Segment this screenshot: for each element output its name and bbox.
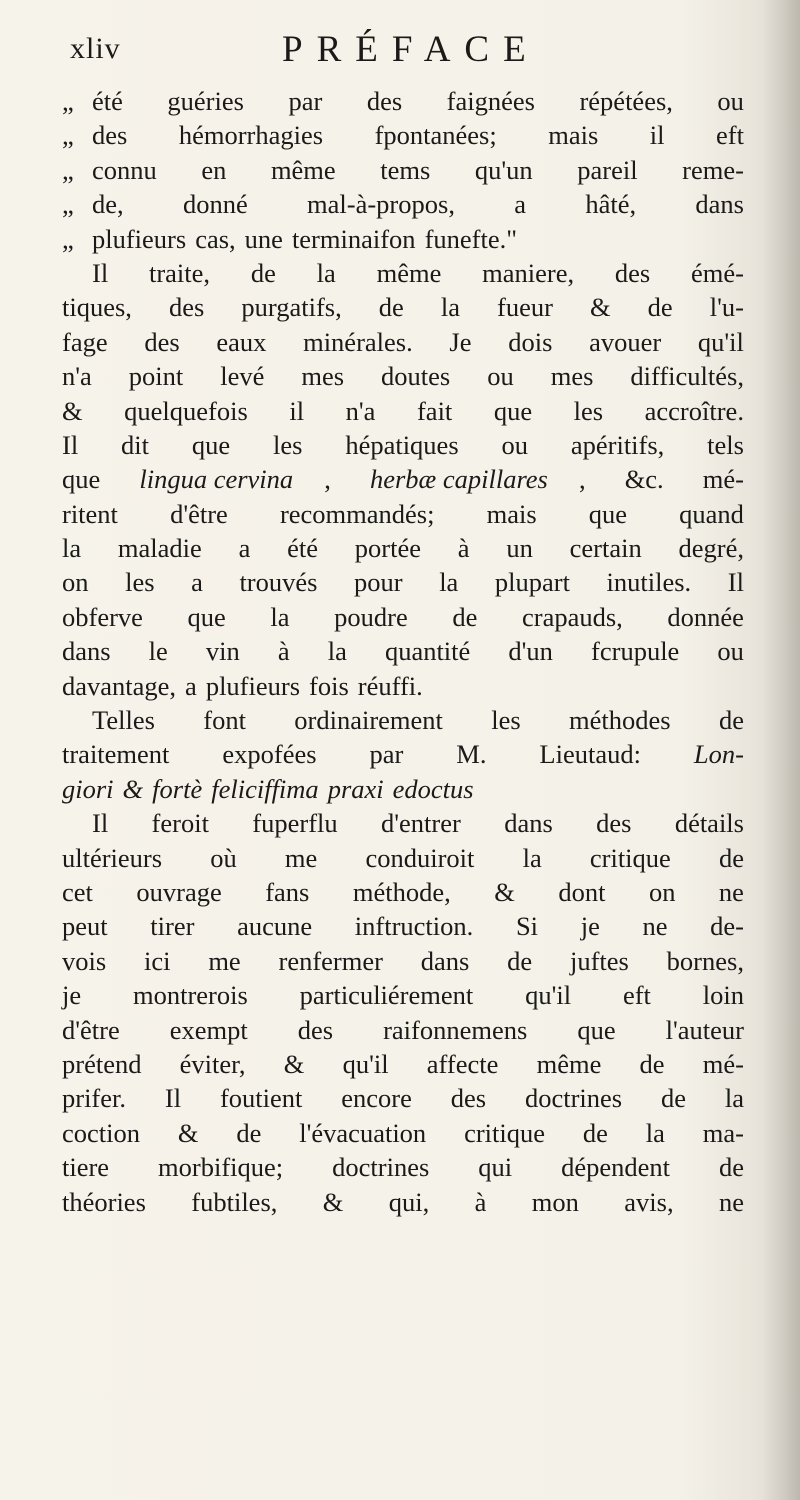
text-word: particuliérement: [299, 980, 474, 1011]
text-word: levé: [220, 361, 265, 392]
text-word: apéritifs,: [570, 429, 665, 460]
text-line: [62, 1013, 744, 1047]
text-word: praxi: [327, 773, 384, 804]
text-word: Telles: [92, 705, 155, 736]
text-word: mais: [486, 498, 537, 529]
quote-mark: „: [62, 86, 74, 116]
text-word: d'un: [508, 636, 553, 667]
text-word: les: [125, 567, 155, 598]
text-word: de: [452, 601, 478, 632]
text-word: quantité: [384, 636, 471, 667]
text-word: des: [297, 1014, 334, 1045]
text-word: de: [718, 1152, 744, 1183]
text-word: expofées: [222, 739, 317, 770]
text-word: je: [580, 911, 600, 942]
text-word: l'évacuation: [299, 1117, 427, 1148]
text-word: la: [439, 567, 459, 598]
text-word: renfermer: [278, 945, 383, 976]
text-word: &: [589, 292, 611, 323]
text-line: [62, 497, 744, 531]
text-word: des: [168, 292, 205, 323]
text-word: Si: [515, 911, 539, 942]
text-word: de: [582, 1117, 608, 1148]
text-word: faignées: [446, 86, 535, 116]
text-line: [62, 841, 744, 875]
text-word: détails: [674, 808, 744, 839]
text-word: Il: [92, 257, 109, 288]
text-word: par: [369, 739, 404, 770]
text-word: dont: [558, 876, 606, 907]
text-line: [62, 1185, 744, 1219]
text-word: doctrines: [332, 1152, 430, 1183]
quote-mark: „: [62, 223, 74, 254]
text-word: les: [273, 429, 303, 460]
text-word: les: [491, 705, 521, 736]
text-word: méthode,: [352, 876, 451, 907]
text-word: difficultés,: [630, 361, 744, 392]
text-line: [62, 325, 744, 359]
text-word: herbæ capillares: [369, 464, 548, 495]
text-word: aucune: [237, 911, 313, 942]
text-word: méthodes: [569, 705, 671, 736]
text-line: [62, 359, 744, 393]
text-word: a: [191, 567, 203, 598]
text-word: fortè: [152, 773, 203, 804]
text-word: donnée: [667, 601, 744, 632]
text-word: traite,: [148, 257, 211, 288]
text-word: mé-: [702, 1048, 744, 1079]
text-word: edoctus: [392, 773, 474, 804]
text-word: la: [316, 257, 336, 288]
body-text: [62, 84, 744, 1219]
text-word: dans: [420, 945, 470, 976]
text-line: [62, 84, 744, 118]
text-word: quand: [679, 498, 744, 529]
quote-block: [62, 84, 744, 256]
text-word: juftes: [569, 945, 629, 976]
text-line: [62, 222, 744, 256]
text-word: qu'un: [474, 154, 533, 185]
text-word: une: [244, 223, 283, 254]
text-word: tems: [380, 154, 431, 185]
text-word: feroit: [151, 808, 209, 839]
text-word: guéries: [167, 86, 244, 116]
text-word: ou: [717, 636, 744, 667]
text-word: l'auteur: [665, 1014, 744, 1045]
running-title: PRÉFACE: [282, 29, 540, 70]
text-word: vin: [205, 636, 240, 667]
text-word: cet: [62, 876, 93, 907]
text-word: je: [62, 980, 82, 1011]
text-word: la: [645, 1117, 665, 1148]
text-word: des: [450, 1083, 487, 1114]
text-word: par: [288, 86, 323, 116]
text-word: raifonnemens: [383, 1014, 528, 1045]
text-word: émé-: [691, 257, 744, 288]
text-word: foutient: [219, 1083, 303, 1114]
text-word: me: [284, 842, 318, 873]
text-line: [62, 187, 744, 221]
text-word: il: [649, 120, 665, 151]
text-word: ouvrage: [136, 876, 222, 907]
text-line: [62, 256, 744, 290]
text-word: crapauds,: [521, 601, 623, 632]
text-word: d'être: [170, 498, 228, 529]
quote-mark: „: [62, 120, 74, 151]
text-line: [62, 1081, 744, 1115]
text-word: Lon-: [693, 739, 744, 770]
text-word: doctrines: [524, 1083, 623, 1114]
text-word: degré,: [678, 533, 744, 564]
quote-mark: „: [62, 189, 74, 220]
text-word: été: [287, 533, 318, 564]
text-word: que: [187, 601, 226, 632]
text-word: Il: [727, 567, 744, 598]
text-word: critique: [464, 1117, 545, 1148]
text-word: lingua cervina: [139, 464, 294, 495]
text-word: que: [588, 498, 628, 529]
text-line: [62, 1047, 744, 1081]
text-word: fage: [62, 326, 108, 357]
text-word: dans: [62, 636, 111, 667]
text-word: la: [270, 601, 290, 632]
text-word: à: [457, 533, 470, 564]
text-word: reme-: [682, 154, 744, 185]
text-word: davantage,: [62, 670, 177, 701]
text-word: on: [62, 567, 89, 598]
text-word: été: [92, 86, 123, 116]
text-word: de: [639, 1048, 665, 1079]
text-word: M.: [456, 739, 487, 770]
text-line: [62, 944, 744, 978]
text-word: recommandés;: [279, 498, 435, 529]
text-word: de: [378, 292, 404, 323]
text-line: [62, 875, 744, 909]
text-word: ne: [718, 1186, 744, 1217]
paragraph: [62, 256, 744, 703]
text-word: bornes,: [666, 945, 744, 976]
text-word: à: [474, 1186, 487, 1217]
text-word: de: [718, 705, 744, 736]
text-word: de: [660, 1083, 686, 1114]
text-word: ordinairement: [294, 705, 443, 736]
text-word: des: [144, 326, 180, 357]
text-word: fans: [265, 876, 310, 907]
text-word: &: [283, 1048, 305, 1079]
text-word: de: [718, 842, 744, 873]
text-line: [62, 153, 744, 187]
text-word: eft: [622, 980, 651, 1011]
text-word: la: [327, 636, 347, 667]
text-word: traitement: [62, 739, 170, 770]
text-word: prétend: [62, 1048, 142, 1079]
paragraph: [62, 806, 744, 1219]
text-word: mé-: [702, 464, 744, 495]
text-word: montrerois: [132, 980, 248, 1011]
text-line: [62, 394, 744, 428]
text-word: encore: [341, 1083, 412, 1114]
text-word: feliciffima: [211, 773, 319, 804]
text-word: mes: [550, 361, 594, 392]
text-word: fubtiles,: [191, 1186, 278, 1217]
text-line: [62, 634, 744, 668]
text-line: [62, 290, 744, 324]
text-word: on: [648, 876, 676, 907]
text-word: Je: [449, 326, 472, 357]
text-word: giori: [62, 773, 114, 804]
text-word: en: [201, 154, 227, 185]
text-word: ne: [642, 911, 668, 942]
text-line: [62, 1150, 744, 1184]
text-word: pareil: [577, 154, 638, 185]
text-word: l'u-: [709, 292, 744, 323]
text-word: n'a: [62, 361, 92, 392]
text-word: le: [148, 636, 168, 667]
text-word: prifer.: [62, 1083, 127, 1114]
page-header: [70, 28, 730, 76]
text-word: obferve: [62, 601, 143, 632]
text-word: qui,: [388, 1186, 430, 1217]
quote-mark: „: [62, 154, 74, 185]
text-word: hépatiques: [345, 429, 459, 460]
text-word: &: [177, 1117, 199, 1148]
text-word: maniere,: [482, 257, 575, 288]
text-word: de: [236, 1117, 262, 1148]
text-line: [62, 772, 744, 806]
text-line: [62, 909, 744, 943]
text-line: [62, 669, 744, 703]
text-word: fpontanées;: [374, 120, 497, 151]
text-word: ultérieurs: [62, 842, 163, 873]
text-word: fait: [416, 395, 453, 426]
text-word: que: [493, 395, 533, 426]
text-word: critique: [589, 842, 671, 873]
text-line: [62, 118, 744, 152]
text-word: portée: [354, 533, 421, 564]
text-word: de: [507, 945, 533, 976]
text-word: donné: [182, 189, 248, 220]
text-word: que: [577, 1014, 616, 1045]
text-word: peut: [62, 911, 108, 942]
text-line: [62, 806, 744, 840]
text-line: [62, 737, 744, 771]
text-word: conduiroit: [365, 842, 475, 873]
text-word: plufieurs: [92, 223, 187, 254]
text-word: la: [62, 533, 82, 564]
text-word: a: [514, 189, 527, 220]
text-word: minérales.: [303, 326, 413, 357]
text-word: affecte: [426, 1048, 499, 1079]
text-word: même: [270, 154, 336, 185]
text-word: où: [210, 842, 237, 873]
text-word: théories: [62, 1186, 146, 1217]
text-word: ou: [501, 429, 528, 460]
text-word: la: [440, 292, 460, 323]
text-word: ritent: [62, 498, 118, 529]
text-word: Il: [62, 429, 79, 460]
text-word: qu'il: [525, 980, 572, 1011]
text-line: [62, 428, 744, 462]
text-word: inftruction.: [354, 911, 474, 942]
text-word: ,: [324, 464, 331, 495]
text-word: des: [614, 257, 651, 288]
text-word: ne: [718, 876, 744, 907]
text-word: que: [191, 429, 231, 460]
text-word: Il: [164, 1083, 182, 1114]
text-word: mais: [548, 120, 599, 151]
text-word: accroître.: [644, 395, 744, 426]
text-word: dans: [695, 189, 744, 220]
text-word: vois: [62, 945, 107, 976]
text-word: à: [277, 636, 290, 667]
text-word: coction: [62, 1117, 140, 1148]
text-word: eft: [716, 120, 744, 151]
text-word: terminaifon: [291, 223, 416, 254]
text-word: les: [573, 395, 604, 426]
text-word: fueur: [497, 292, 553, 323]
text-word: maladie: [117, 533, 202, 564]
text-word: plupart: [494, 567, 570, 598]
text-word: qu'il: [697, 326, 744, 357]
text-word: la: [522, 842, 542, 873]
text-line: [62, 462, 744, 496]
text-line: [62, 1116, 744, 1150]
text-word: tiques,: [62, 292, 132, 323]
text-word: la: [724, 1083, 744, 1114]
text-word: inutiles.: [606, 567, 692, 598]
text-word: tirer: [150, 911, 195, 942]
text-word: me: [208, 945, 241, 976]
text-word: hâté,: [585, 189, 637, 220]
text-word: a: [238, 533, 251, 564]
text-word: a: [185, 670, 197, 701]
text-word: doutes: [381, 361, 451, 392]
text-word: ou: [487, 361, 514, 392]
text-word: cas,: [195, 223, 236, 254]
text-word: il: [289, 395, 305, 426]
text-word: un: [506, 533, 533, 564]
text-line: [62, 565, 744, 599]
text-word: &: [494, 876, 515, 907]
text-word: avis,: [624, 1186, 674, 1217]
text-word: dois: [508, 326, 553, 357]
text-word: poudre: [334, 601, 408, 632]
text-word: certain: [569, 533, 642, 564]
text-word: exempt: [169, 1014, 248, 1045]
text-word: éviter,: [179, 1048, 246, 1079]
text-word: ma-: [702, 1117, 744, 1148]
text-word: fuperflu: [252, 808, 338, 839]
text-word: font: [203, 705, 246, 736]
text-word: qui: [478, 1152, 513, 1183]
text-line: [62, 978, 744, 1012]
text-word: fcrupule: [591, 636, 680, 667]
text-word: n'a: [345, 395, 376, 426]
text-word: purgatifs,: [241, 292, 342, 323]
text-word: Lieutaud:: [539, 739, 641, 770]
text-word: de: [250, 257, 276, 288]
text-word: point: [128, 361, 184, 392]
text-word: &: [62, 395, 83, 426]
text-word: de-: [710, 911, 744, 942]
text-word: trouvés: [239, 567, 318, 598]
text-word: de: [647, 292, 673, 323]
text-word: morbifique;: [158, 1152, 284, 1183]
text-word: ou: [717, 86, 744, 116]
text-word: qu'il: [342, 1048, 389, 1079]
text-word: mal-à-propos,: [307, 189, 455, 220]
text-word: ,: [578, 464, 586, 495]
text-word: Il: [92, 808, 109, 839]
text-word: eaux: [216, 326, 267, 357]
text-word: &: [322, 1186, 344, 1217]
text-word: des: [596, 808, 632, 839]
text-word: tels: [707, 429, 744, 460]
text-word: mon: [531, 1186, 579, 1217]
text-word: que: [62, 464, 101, 495]
text-word: &c.: [624, 464, 664, 495]
text-word: pour: [354, 567, 403, 598]
text-word: ici: [144, 945, 171, 976]
text-word: quelquefois: [124, 395, 248, 426]
text-line: [62, 531, 744, 565]
text-word: fois: [309, 670, 349, 701]
text-word: dépendent: [561, 1152, 670, 1183]
text-word: &: [122, 773, 144, 804]
paragraph: [62, 703, 744, 806]
text-word: dit: [121, 429, 150, 460]
text-word: connu: [92, 154, 157, 185]
page-number: xliv: [70, 32, 121, 65]
text-word: réuffi.: [357, 670, 423, 701]
text-word: des: [92, 120, 128, 151]
text-word: mes: [301, 361, 345, 392]
text-word: tiere: [62, 1152, 110, 1183]
text-word: d'entrer: [381, 808, 461, 839]
text-word: même: [376, 257, 442, 288]
text-line: [62, 703, 744, 737]
page-edge-shadow: [762, 0, 800, 1500]
text-word: dans: [504, 808, 553, 839]
text-word: des: [366, 86, 403, 116]
text-word: funefte.": [424, 223, 518, 254]
text-word: loin: [702, 980, 744, 1011]
text-word: répétées,: [579, 86, 673, 116]
text-word: même: [536, 1048, 602, 1079]
text-word: avouer: [589, 326, 662, 357]
text-word: de,: [92, 189, 124, 220]
text-word: plufieurs: [205, 670, 301, 701]
text-word: d'être: [62, 1014, 120, 1045]
text-word: hémorrhagies: [178, 120, 324, 151]
text-line: [62, 600, 744, 634]
